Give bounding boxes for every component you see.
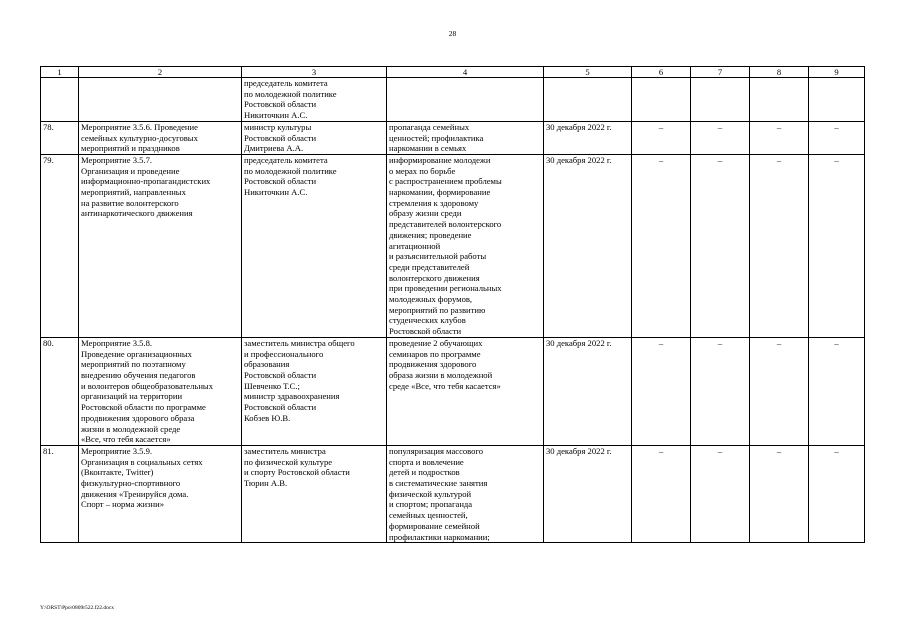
deadline-cell: 30 декабря 2022 г.: [544, 337, 632, 445]
header-cell: 5: [544, 67, 632, 78]
col6-cell: –: [632, 154, 691, 337]
text-line: семинаров по программе: [389, 348, 481, 359]
col9-cell: –: [809, 154, 865, 337]
header-cell: 3: [242, 67, 387, 78]
text-line: физкультурно-спортивного: [81, 478, 181, 489]
row-number: 78.: [41, 121, 79, 154]
text-line: и профессионального: [244, 348, 324, 359]
text-line: проведение 2 обучающих: [389, 337, 483, 348]
result-cell: [387, 154, 544, 337]
text-line: и волонтеров общеобразовательных: [81, 380, 213, 391]
text-line: Ростовской области по программе: [81, 402, 206, 413]
table-row: [41, 121, 865, 154]
col6-cell: –: [632, 337, 691, 445]
text-line: Мероприятие 3.5.6. Проведение: [81, 121, 198, 132]
text-line: образования: [244, 359, 290, 370]
text-line: по молодежной политике: [244, 88, 337, 99]
text-line: Дмитриева А.А.: [244, 143, 304, 154]
row-number: 81.: [41, 445, 79, 542]
text-line: профилактики наркомании;: [389, 531, 490, 542]
col7-cell: –: [691, 445, 750, 542]
text-line: Кобзев Ю.В.: [244, 412, 291, 423]
text-line: молодежных форумов,: [389, 294, 473, 305]
col8-cell: –: [750, 121, 809, 154]
col7-cell: –: [691, 154, 750, 337]
text-line: «Все, что тебя касается»: [81, 434, 171, 445]
text-line: информационно-пропагандистских: [81, 176, 211, 187]
activity-cell: [79, 337, 242, 445]
text-line: мероприятий и праздников: [81, 143, 180, 154]
table-row: [41, 337, 865, 445]
text-line: информирование молодежи: [389, 154, 491, 165]
col6-cell: [632, 78, 691, 122]
text-line: внедрению обучения педагогов: [81, 369, 196, 380]
text-line: ценностей; профилактика: [389, 132, 484, 143]
col8-cell: –: [750, 445, 809, 542]
text-line: представителей волонтерского: [389, 219, 502, 230]
text-line: Мероприятие 3.5.9.: [81, 445, 153, 456]
result-cell: [387, 445, 544, 542]
responsible-cell: [242, 154, 387, 337]
header-row: [41, 67, 865, 78]
col7-cell: –: [691, 121, 750, 154]
row-number: 80.: [41, 337, 79, 445]
deadline-cell: [544, 78, 632, 122]
text-line: заместитель министра: [244, 445, 326, 456]
col7-cell: –: [691, 337, 750, 445]
col9-cell: –: [809, 337, 865, 445]
text-line: мероприятий, направленных: [81, 187, 186, 198]
text-line: и спортом; пропаганда: [389, 499, 473, 510]
text-line: семейных культурно-досуговых: [81, 132, 198, 143]
text-line: по молодежной политике: [244, 165, 337, 176]
row-number: [41, 78, 79, 122]
text-line: движения; проведение: [389, 229, 472, 240]
col8-cell: [750, 78, 809, 122]
text-line: министр культуры: [244, 121, 312, 132]
text-line: организаций на территории: [81, 391, 183, 402]
text-line: семейных ценностей,: [389, 510, 468, 521]
text-line: с распространением проблемы: [389, 176, 502, 187]
col9-cell: –: [809, 445, 865, 542]
text-line: формирование семейной: [389, 520, 480, 531]
text-line: (Вконтакте, Twitter): [81, 467, 154, 478]
text-line: и спорту Ростовской области: [244, 467, 350, 478]
page-number: 28: [448, 29, 457, 38]
header-cell: 6: [632, 67, 691, 78]
text-line: наркомании в семьях: [389, 143, 467, 154]
responsible-cell: [242, 445, 387, 542]
text-line: стремления к здоровому: [389, 197, 479, 208]
text-line: Мероприятие 3.5.8.: [81, 337, 153, 348]
result-cell: [387, 121, 544, 154]
header-cell: 7: [691, 67, 750, 78]
text-line: Ростовской области: [244, 369, 317, 380]
text-line: Мероприятие 3.5.7.: [81, 154, 153, 165]
text-line: спорта и вовлечение: [389, 456, 464, 467]
col9-cell: [809, 78, 865, 122]
text-line: министр здравоохранения: [244, 391, 340, 402]
text-line: заместитель министра общего: [244, 337, 355, 348]
text-line: по физической культуре: [244, 456, 333, 467]
activity-cell: [79, 121, 242, 154]
text-line: Организация в социальных сетях: [81, 456, 203, 467]
responsible-cell: [242, 121, 387, 154]
col6-cell: –: [632, 445, 691, 542]
text-line: в систематические занятия: [389, 478, 488, 489]
col8-cell: –: [750, 154, 809, 337]
activity-cell: [79, 78, 242, 122]
text-line: пропаганда семейных: [389, 121, 470, 132]
text-line: Спорт – норма жизни»: [81, 499, 164, 510]
text-line: Никиточкин А.С.: [244, 187, 308, 198]
col9-cell: –: [809, 121, 865, 154]
text-line: Ростовской области: [244, 176, 317, 187]
responsible-cell: [242, 337, 387, 445]
text-line: Ростовской области: [244, 99, 317, 110]
table-body: [41, 78, 865, 543]
header-cell: 1: [41, 67, 79, 78]
events-table: [40, 66, 865, 543]
row-number: 79.: [41, 154, 79, 337]
activity-cell: [79, 445, 242, 542]
activity-cell: [79, 154, 242, 337]
text-line: популяризация массового: [389, 445, 484, 456]
responsible-cell: [242, 78, 387, 122]
text-line: на развитие волонтерского: [81, 197, 179, 208]
result-cell: [387, 337, 544, 445]
text-line: продвижения здорового образа: [81, 412, 195, 423]
result-cell: [387, 78, 544, 122]
text-line: и разъяснительной работы: [389, 251, 487, 262]
text-line: студенческих клубов: [389, 315, 466, 326]
text-line: Ростовской области: [244, 402, 317, 413]
table-row: [41, 154, 865, 337]
text-line: председатель комитета: [244, 78, 328, 88]
deadline-cell: 30 декабря 2022 г.: [544, 154, 632, 337]
deadline-cell: 30 декабря 2022 г.: [544, 121, 632, 154]
text-line: продвижения здорового: [389, 359, 477, 370]
text-line: Тюрин А.В.: [244, 478, 288, 489]
text-line: детей и подростков: [389, 467, 460, 478]
text-line: Организация и проведение: [81, 165, 180, 176]
file-path-footer: Y:\ORST\Ppo\0809r522.f22.docx: [40, 605, 115, 611]
text-line: мероприятий по поэтапному: [81, 359, 186, 370]
text-line: при проведении региональных: [389, 283, 502, 294]
text-line: волонтерского движения: [389, 272, 480, 283]
col8-cell: –: [750, 337, 809, 445]
text-line: образа жизни в молодежной: [389, 369, 493, 380]
text-line: агитационной: [389, 240, 441, 251]
table-row: [41, 78, 865, 122]
text-line: физической культурой: [389, 488, 472, 499]
text-line: Проведение организационных: [81, 348, 192, 359]
header-cell: 8: [750, 67, 809, 78]
text-line: наркомании, формирование: [389, 187, 491, 198]
text-line: Шевченко Т.С.;: [244, 380, 300, 391]
text-line: Ростовской области: [244, 132, 317, 143]
header-cell: 2: [79, 67, 242, 78]
text-line: мероприятий по развитию: [389, 304, 486, 315]
table-row: [41, 445, 865, 542]
header-cell: 4: [387, 67, 544, 78]
header-cell: 9: [809, 67, 865, 78]
col7-cell: [691, 78, 750, 122]
text-line: о мерах по борьбе: [389, 165, 456, 176]
text-line: жизни в молодежной среде: [81, 423, 181, 434]
deadline-cell: 30 декабря 2022 г.: [544, 445, 632, 542]
text-line: образу жизни среди: [389, 208, 462, 219]
text-line: движения «Тренируйся дома.: [81, 488, 189, 499]
text-line: Ростовской области: [389, 326, 462, 337]
text-line: среде «Все, что тебя касается»: [389, 380, 501, 391]
text-line: председатель комитета: [244, 154, 328, 165]
text-line: Никиточкин А.С.: [244, 110, 308, 121]
text-line: среди представителей: [389, 261, 470, 272]
col6-cell: –: [632, 121, 691, 154]
text-line: антинаркотического движения: [81, 208, 193, 219]
